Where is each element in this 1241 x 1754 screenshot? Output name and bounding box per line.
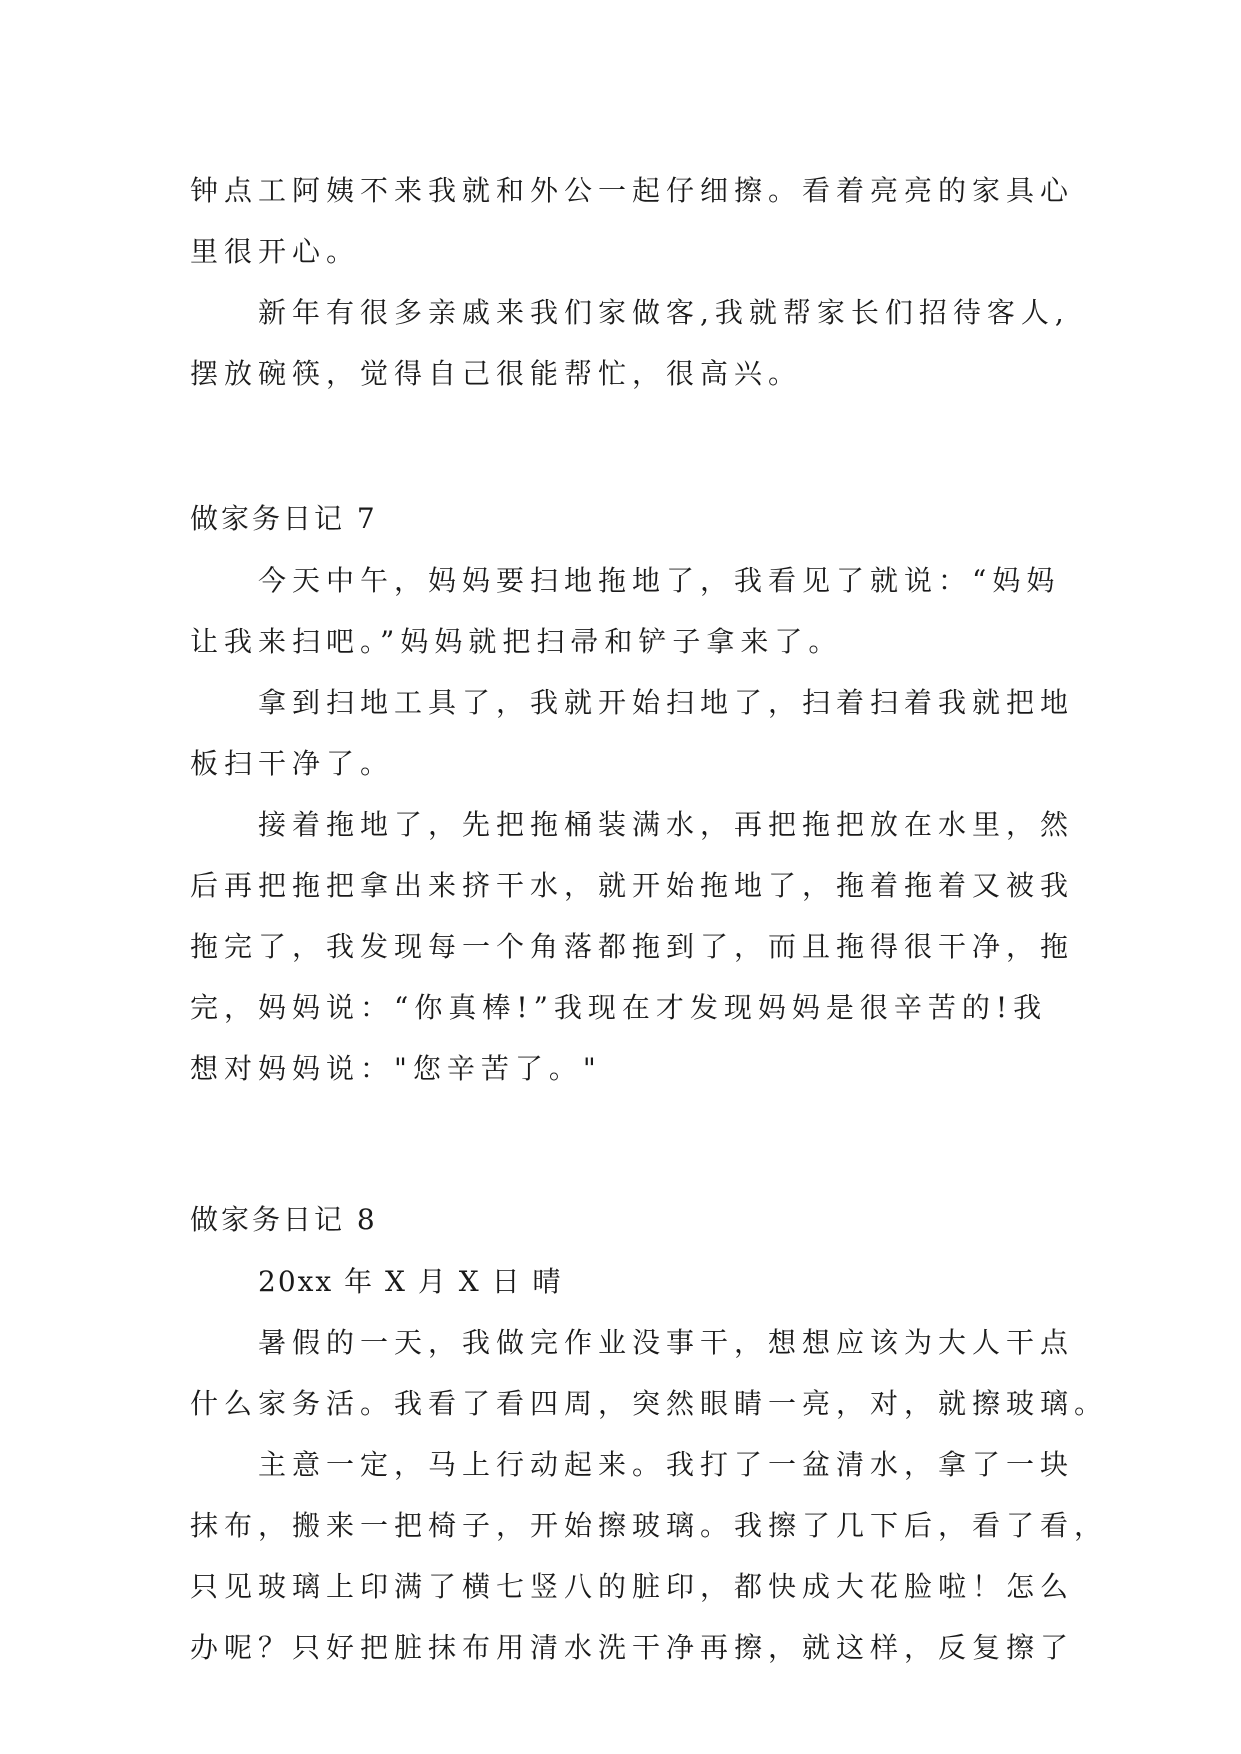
paragraph-start: 主意一定，马上行动起来。我打了一盆清水，拿了一块 bbox=[258, 1448, 1075, 1481]
paragraph-start: 接着拖地了，先把拖桶装满水，再把拖把放在水里，然 bbox=[258, 808, 1075, 841]
text-line: 里很开心。 bbox=[190, 235, 361, 268]
document-page bbox=[190, 160, 1109, 1678]
text-line: 办呢？只好把脏抹布用清水洗干净再擦，就这样，反复擦了 bbox=[190, 1631, 1075, 1664]
text-line: 让我来扫吧。”妈妈就把扫帚和铲子拿来了。 bbox=[190, 625, 843, 658]
text-line: 完，妈妈说：“你真棒!”我现在才发现妈妈是很辛苦的!我 bbox=[190, 991, 1048, 1024]
text-line: 拖完了，我发现每一个角落都拖到了，而且拖得很干净，拖 bbox=[190, 930, 1075, 963]
text-line: 想对妈妈说："您辛苦了。" bbox=[190, 1052, 602, 1085]
paragraph-start: 今天中午，妈妈要扫地拖地了，我看见了就说：“妈妈 bbox=[258, 564, 1061, 597]
section-gap bbox=[190, 404, 1090, 488]
text-line: 什么家务活。我看了看四周，突然眼睛一亮，对，就擦玻璃。 bbox=[190, 1387, 1109, 1420]
paragraph-start: 暑假的一天，我做完作业没事干，想想应该为大人干点 bbox=[258, 1326, 1075, 1359]
text-line: 摆放碗筷，觉得自己很能帮忙，很高兴。 bbox=[190, 357, 803, 390]
paragraph-start: 拿到扫地工具了，我就开始扫地了，扫着扫着我就把地 bbox=[258, 686, 1075, 719]
section-heading: 做家务日记 8 bbox=[190, 1203, 378, 1236]
text-line: 板扫干净了。 bbox=[190, 747, 395, 780]
text-line: 钟点工阿姨不来我就和外公一起仔细擦。看着亮亮的家具心 bbox=[190, 174, 1075, 207]
text-line: 抹布，搬来一把椅子，开始擦玻璃。我擦了几下后，看了看， bbox=[190, 1509, 1109, 1542]
text-line: 后再把拖把拿出来挤干水，就开始拖地了，拖着拖着又被我 bbox=[190, 869, 1075, 902]
text-line: 只见玻璃上印满了横七竖八的脏印，都快成大花脸啦！怎么 bbox=[190, 1570, 1075, 1603]
section-gap bbox=[190, 1099, 1090, 1189]
paragraph-start: 新年有很多亲戚来我们家做客,我就帮家长们招待客人, bbox=[258, 296, 1070, 329]
diary-date: 20xx 年 X 月 X 日 晴 bbox=[258, 1265, 563, 1298]
section-heading: 做家务日记 7 bbox=[190, 502, 378, 535]
